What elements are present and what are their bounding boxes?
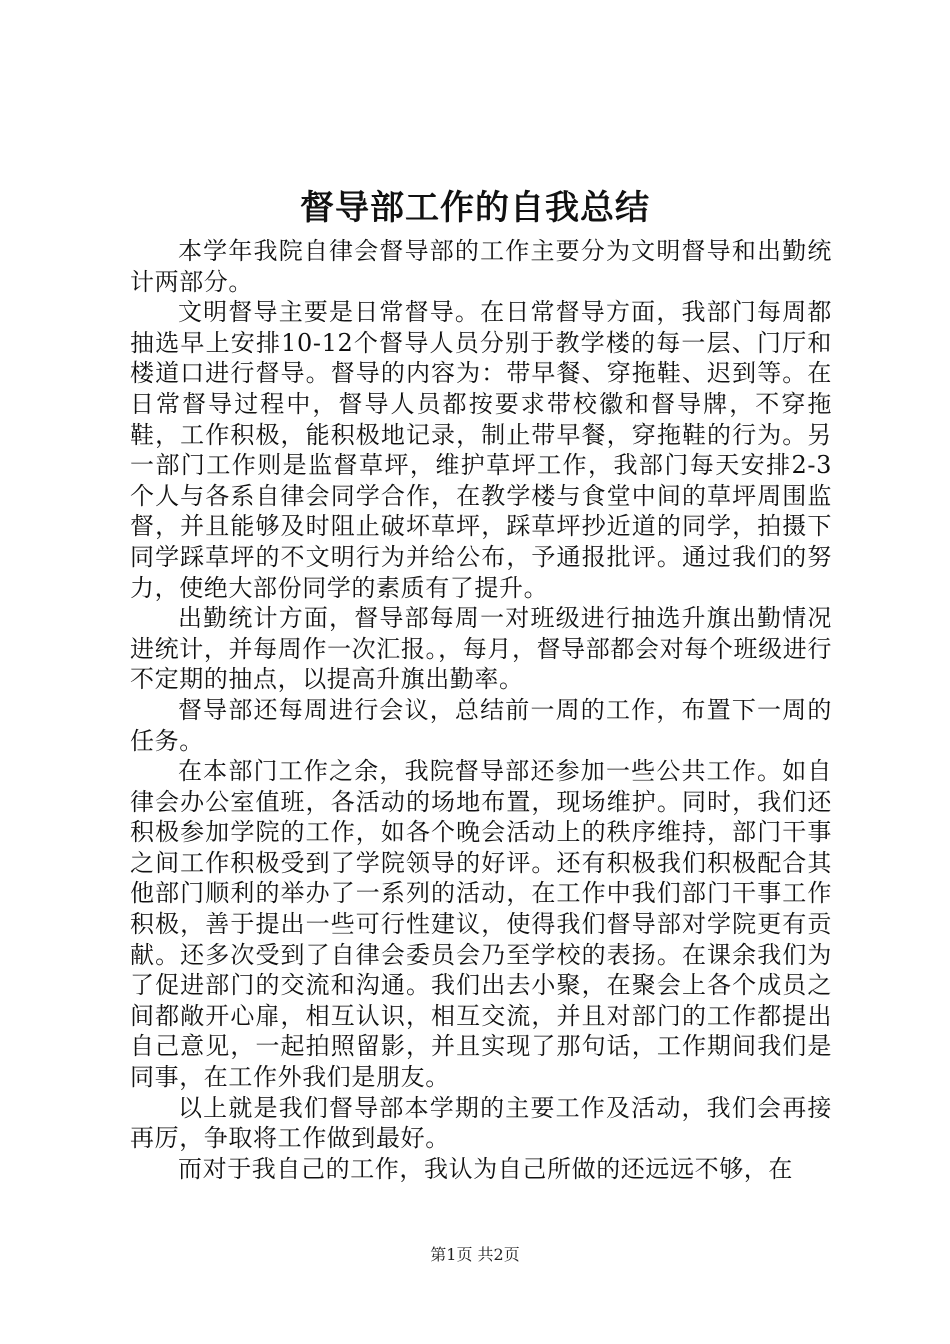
document-body	[130, 236, 832, 1184]
paragraph-self-reflection: 而对于我自己的工作，我认为自己所做的还远远不够，在	[178, 1154, 793, 1183]
paragraph-summary: 以上就是我们督导部本学期的主要工作及活动，我们会再接再厉，争取将工作做到最好。	[130, 1093, 832, 1153]
document-title: 督导部工作的自我总结	[300, 188, 650, 228]
paragraph-intro: 本学年我院自律会督导部的工作主要分为文明督导和出勤统计两部分。	[130, 237, 832, 296]
paragraph-attendance-statistics: 出勤统计方面，督导部每周一对班级进行抽选升旗出勤情况进统计，并每周作一次汇报。，每月，督导部都会对每个班级进行不定期的抽点，以提高升旗出勤率。	[130, 604, 832, 694]
paragraph-weekly-meeting: 督导部还每周进行会议，总结前一周的工作，布置下一周的任务。	[130, 695, 832, 755]
paragraph-public-work: 在本部门工作之余，我院督导部还参加一些公共工作。如自律会办公室值班，各活动的场地布置，现场维护。同时，我们还积极参加学院的工作，如各个晚会活动上的秩序维持，部门干事之间工作积极受到了学院领导的好评。还有积极我们积极配合其他部门顺利的举办了一系列的活动，在工作中我们部门干事工作积极，善于提出一些可行性建议，使得我们督导部对学院更有贡献。还多次受到了自律会委员会乃至学校的表扬。在课余我们为了促进部门的交流和沟通。我们出去小聚，在聚会上各个成员之间都敞开心扉，相互认识，相互交流，并且对部门的工作都提出自己意见，一起拍照留影，并且实现了那句话，工作期间我们是同事，在工作外我们是朋友。	[130, 757, 832, 1092]
paragraph-civilization-supervision: 文明督导主要是日常督导。在日常督导方面，我部门每周都抽选早上安排10-12个督导人员分别于教学楼的每一层、门厅和楼道口进行督导。督导的内容为：带早餐、穿拖鞋、迟到等。在日常督导过程中，督导人员都按要求带校徽和督导牌，不穿拖鞋，工作积极，能积极地记录，制止带早餐，穿拖鞋的行为。另一部门工作则是监督草坪，维护草坪工作，我部门每天安排2-3个人与各系自律会同学合作，在教学楼与食堂中间的草坪周围监督，并且能够及时阻止破坏草坪，踩草坪抄近道的同学，拍摄下同学踩草坪的不文明行为并给公布，予通报批评。通过我们的努力，使绝大部份同学的素质有了提升。	[130, 298, 832, 602]
page-number: 第1页 共2页	[430, 1245, 520, 1264]
